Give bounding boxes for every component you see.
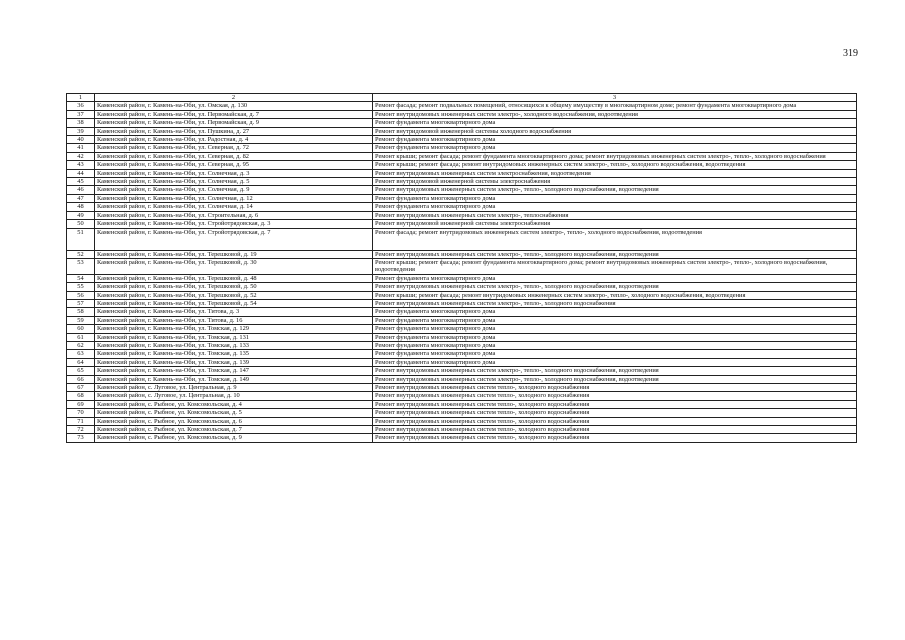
table-row — [67, 194, 857, 202]
row-works: Ремонт фундамента многоквартирного дома — [373, 274, 857, 282]
row-address: Каменский район, г. Камень-на-Оби, ул. Солнечная, д. 12 — [95, 194, 373, 202]
row-number: 53 — [67, 258, 95, 274]
row-address: Каменский район, с. Рыбное, ул. Комсомольская, д. 6 — [95, 417, 373, 425]
table-row — [67, 316, 857, 324]
row-address: Каменский район, г. Камень-на-Оби, ул. Солнечная, д. 14 — [95, 203, 373, 211]
row-works: Ремонт внутридомовых инженерных систем тепло-, холодного водоснабжения — [373, 426, 857, 434]
row-works: Ремонт крыши; ремонт фасада; ремонт внутридомовых инженерных систем электро-, тепло-, холодного водоснабжения, водоотведения — [373, 291, 857, 299]
table-row — [67, 341, 857, 349]
page-number: 319 — [843, 48, 858, 59]
row-address: Каменский район, г. Камень-на-Оби, ул. Терешковой, д. 52 — [95, 291, 373, 299]
row-works: Ремонт фундамента многоквартирного дома — [373, 316, 857, 324]
table-row — [67, 333, 857, 341]
table-body — [67, 102, 857, 442]
column-header-works: 3 — [373, 94, 857, 102]
row-number: 48 — [67, 203, 95, 211]
row-number: 56 — [67, 291, 95, 299]
row-works: Ремонт фундамента многоквартирного дома — [373, 144, 857, 152]
row-address: Каменский район, г. Камень-на-Оби, ул. Стройотрядовская, д. 3 — [95, 220, 373, 228]
row-address: Каменский район, г. Камень-на-Оби, ул. Северная, д. 72 — [95, 144, 373, 152]
row-address: Каменский район, г. Камень-на-Оби, ул. Терешковой, д. 30 — [95, 258, 373, 274]
row-address: Каменский район, г. Камень-на-Оби, ул. Томская, д. 129 — [95, 325, 373, 333]
table-row — [67, 169, 857, 177]
row-works: Ремонт внутридомовых инженерных систем тепло-, холодного водоснабжения — [373, 434, 857, 442]
row-address: Каменский район, г. Камень-на-Оби, ул. Солнечная, д. 3 — [95, 169, 373, 177]
row-works: Ремонт внутридомовых инженерных систем электро-, тепло-, холодного водоснабжения — [373, 299, 857, 307]
row-address: Каменский район, г. Камень-на-Оби, ул. Северная, д. 95 — [95, 161, 373, 169]
row-number: 65 — [67, 367, 95, 375]
row-number: 54 — [67, 274, 95, 282]
row-number: 45 — [67, 178, 95, 186]
row-works: Ремонт внутридомовых инженерных систем электро-, тепло-, холодного водоснабжения, водоотведения — [373, 186, 857, 194]
row-works: Ремонт фундамента многоквартирного дома — [373, 358, 857, 366]
row-address: Каменский район, г. Камень-на-Оби, ул. Томская, д. 135 — [95, 350, 373, 358]
row-works: Ремонт фундамента многоквартирного дома — [373, 203, 857, 211]
row-address: Каменский район, с. Рыбное, ул. Комсомольская, д. 9 — [95, 434, 373, 442]
row-address: Каменский район, г. Камень-на-Оби, ул. Радостная, д. 4 — [95, 136, 373, 144]
row-works: Ремонт крыши; ремонт фасада; ремонт внутридомовых инженерных систем электро-, тепло-, холодного водоснабжения, водоотведения — [373, 161, 857, 169]
table-row — [67, 325, 857, 333]
row-address: Каменский район, г. Камень-на-Оби, ул. Стройотрядовская, д. 7 — [95, 228, 373, 250]
row-works: Ремонт внутридомовых инженерных систем тепло-, холодного водоснабжения — [373, 409, 857, 417]
row-number: 52 — [67, 250, 95, 258]
row-address: Каменский район, г. Камень-на-Оби, ул. Терешковой, д. 54 — [95, 299, 373, 307]
row-works: Ремонт внутридомовой инженерной системы электроснабжения — [373, 220, 857, 228]
row-works: Ремонт фасада; ремонт подвальных помещений, относящихся к общему имуществу в многоквартирном доме; ремонт фундамента многоквартирного дома — [373, 102, 857, 110]
row-number: 59 — [67, 316, 95, 324]
table-row — [67, 119, 857, 127]
table-row — [67, 358, 857, 366]
row-works: Ремонт внутридомовой инженерной системы электроснабжения — [373, 178, 857, 186]
row-address: Каменский район, г. Камень-на-Оби, ул. Терешковой, д. 48 — [95, 274, 373, 282]
row-number: 69 — [67, 400, 95, 408]
row-address: Каменский район, с. Луговое, ул. Центральная, д. 10 — [95, 392, 373, 400]
table-row — [67, 299, 857, 307]
row-number: 67 — [67, 384, 95, 392]
repair-program-table — [66, 93, 857, 443]
table-row — [67, 144, 857, 152]
row-number: 71 — [67, 417, 95, 425]
row-works: Ремонт фундамента многоквартирного дома — [373, 325, 857, 333]
row-address: Каменский район, г. Камень-на-Оби, ул. Солнечная, д. 5 — [95, 178, 373, 186]
table-row — [67, 409, 857, 417]
row-address: Каменский район, г. Камень-на-Оби, ул. Терешковой, д. 19 — [95, 250, 373, 258]
row-works: Ремонт фундамента многоквартирного дома — [373, 136, 857, 144]
table-row — [67, 417, 857, 425]
row-address: Каменский район, г. Камень-на-Оби, ул. Солнечная, д. 9 — [95, 186, 373, 194]
table-row — [67, 283, 857, 291]
table-row — [67, 186, 857, 194]
row-address: Каменский район, г. Камень-на-Оби, ул. Титова, д. 16 — [95, 316, 373, 324]
row-number: 70 — [67, 409, 95, 417]
column-header-address: 2 — [95, 94, 373, 102]
row-number: 51 — [67, 228, 95, 250]
row-number: 39 — [67, 127, 95, 135]
row-address: Каменский район, г. Камень-на-Оби, ул. Северная, д. 82 — [95, 152, 373, 160]
row-number: 36 — [67, 102, 95, 110]
row-works: Ремонт фундамента многоквартирного дома — [373, 194, 857, 202]
row-number: 68 — [67, 392, 95, 400]
row-number: 62 — [67, 341, 95, 349]
row-number: 64 — [67, 358, 95, 366]
row-address: Каменский район, г. Камень-на-Оби, ул. Первомайская, д. 7 — [95, 110, 373, 118]
table-row — [67, 400, 857, 408]
table-row — [67, 220, 857, 228]
row-number: 50 — [67, 220, 95, 228]
table-row — [67, 367, 857, 375]
table-row — [67, 203, 857, 211]
table-row — [67, 102, 857, 110]
table-row — [67, 258, 857, 274]
row-number: 58 — [67, 308, 95, 316]
row-address: Каменский район, г. Камень-на-Оби, ул. Пушкина, д. 27 — [95, 127, 373, 135]
row-number: 38 — [67, 119, 95, 127]
row-address: Каменский район, г. Камень-на-Оби, ул. Первомайская, д. 9 — [95, 119, 373, 127]
table-row — [67, 392, 857, 400]
table-row — [67, 250, 857, 258]
row-works: Ремонт крыши; ремонт фасада; ремонт фундамента многоквартирного дома; ремонт внутридомовых инженерных систем электро-, тепло-, холодного водоснабжения — [373, 152, 857, 160]
row-address: Каменский район, г. Камень-на-Оби, ул. Терешковой, д. 50 — [95, 283, 373, 291]
row-address: Каменский район, г. Камень-на-Оби, ул. Строительная, д. 6 — [95, 211, 373, 219]
row-address: Каменский район, с. Рыбное, ул. Комсомольская, д. 5 — [95, 409, 373, 417]
row-address: Каменский район, г. Камень-на-Оби, ул. Томская, д. 147 — [95, 367, 373, 375]
row-works: Ремонт фундамента многоквартирного дома — [373, 308, 857, 316]
row-number: 37 — [67, 110, 95, 118]
row-works: Ремонт внутридомовых инженерных систем тепло-, холодного водоснабжения — [373, 392, 857, 400]
table-row — [67, 211, 857, 219]
row-address: Каменский район, с. Рыбное, ул. Комсомольская, д. 4 — [95, 400, 373, 408]
row-works: Ремонт внутридомовых инженерных систем тепло-, холодного водоснабжения — [373, 417, 857, 425]
header-row — [67, 94, 857, 102]
row-number: 60 — [67, 325, 95, 333]
row-works: Ремонт фасада; ремонт внутридомовых инженерных систем электро-, тепло-, холодного водоснабжения, водоотведения — [373, 228, 857, 250]
row-works: Ремонт внутридомовых инженерных систем электро-, тепло-, холодного водоснабжения, водоотведения — [373, 375, 857, 383]
row-number: 63 — [67, 350, 95, 358]
row-works: Ремонт внутридомовых инженерных систем электроснабжения, водоотведения — [373, 169, 857, 177]
table-row — [67, 384, 857, 392]
row-works: Ремонт внутридомовых инженерных систем электро-, холодного водоснабжения, водоотведения — [373, 110, 857, 118]
table-row — [67, 161, 857, 169]
row-number: 61 — [67, 333, 95, 341]
table-row — [67, 127, 857, 135]
row-address: Каменский район, г. Камень-на-Оби, ул. Омская, д. 130 — [95, 102, 373, 110]
table-row — [67, 136, 857, 144]
row-number: 66 — [67, 375, 95, 383]
row-works: Ремонт фундамента многоквартирного дома — [373, 350, 857, 358]
row-address: Каменский район, с. Рыбное, ул. Комсомольская, д. 7 — [95, 426, 373, 434]
row-works: Ремонт внутридомовых инженерных систем тепло-, холодного водоснабжения — [373, 400, 857, 408]
row-works: Ремонт внутридомовых инженерных систем тепло-, холодного водоснабжения — [373, 384, 857, 392]
row-works: Ремонт фундамента многоквартирного дома — [373, 119, 857, 127]
table-row — [67, 178, 857, 186]
table-row — [67, 375, 857, 383]
row-number: 55 — [67, 283, 95, 291]
row-number: 72 — [67, 426, 95, 434]
row-address: Каменский район, г. Камень-на-Оби, ул. Томская, д. 133 — [95, 341, 373, 349]
row-number: 47 — [67, 194, 95, 202]
row-address: Каменский район, г. Камень-на-Оби, ул. Томская, д. 149 — [95, 375, 373, 383]
row-number: 43 — [67, 161, 95, 169]
row-number: 57 — [67, 299, 95, 307]
row-works: Ремонт фундамента многоквартирного дома — [373, 333, 857, 341]
table-row — [67, 308, 857, 316]
row-number: 44 — [67, 169, 95, 177]
row-number: 40 — [67, 136, 95, 144]
row-number: 73 — [67, 434, 95, 442]
row-works: Ремонт внутридомовых инженерных систем электро-, теплоснабжения — [373, 211, 857, 219]
row-number: 41 — [67, 144, 95, 152]
row-works: Ремонт внутридомовых инженерных систем электро-, тепло-, холодного водоснабжения, водоотведения — [373, 283, 857, 291]
table-header — [67, 94, 857, 102]
table-row — [67, 228, 857, 250]
table-row — [67, 110, 857, 118]
table-row — [67, 291, 857, 299]
row-works: Ремонт крыши; ремонт фасада; ремонт фундамента многоквартирного дома; ремонт внутридомовых инженерных систем электро-, тепло-, холодного водоснабжения, водоотведения — [373, 258, 857, 274]
row-number: 42 — [67, 152, 95, 160]
table-row — [67, 434, 857, 442]
row-works: Ремонт внутридомовых инженерных систем электро-, тепло-, холодного водоснабжения, водоотведения — [373, 367, 857, 375]
row-address: Каменский район, г. Камень-на-Оби, ул. Титова, д. 3 — [95, 308, 373, 316]
row-number: 49 — [67, 211, 95, 219]
table-row — [67, 426, 857, 434]
row-number: 46 — [67, 186, 95, 194]
row-address: Каменский район, г. Камень-на-Оби, ул. Томская, д. 139 — [95, 358, 373, 366]
table-row — [67, 350, 857, 358]
row-works: Ремонт фундамента многоквартирного дома — [373, 341, 857, 349]
column-header-number: 1 — [67, 94, 95, 102]
row-works: Ремонт внутридомовых инженерных систем электро-, тепло-, холодного водоснабжения, водоотведения — [373, 250, 857, 258]
row-address: Каменский район, с. Луговое, ул. Центральная, д. 9 — [95, 384, 373, 392]
table-row — [67, 152, 857, 160]
table-row — [67, 274, 857, 282]
row-address: Каменский район, г. Камень-на-Оби, ул. Томская, д. 131 — [95, 333, 373, 341]
row-works: Ремонт внутридомовой инженерной системы холодного водоснабжения — [373, 127, 857, 135]
